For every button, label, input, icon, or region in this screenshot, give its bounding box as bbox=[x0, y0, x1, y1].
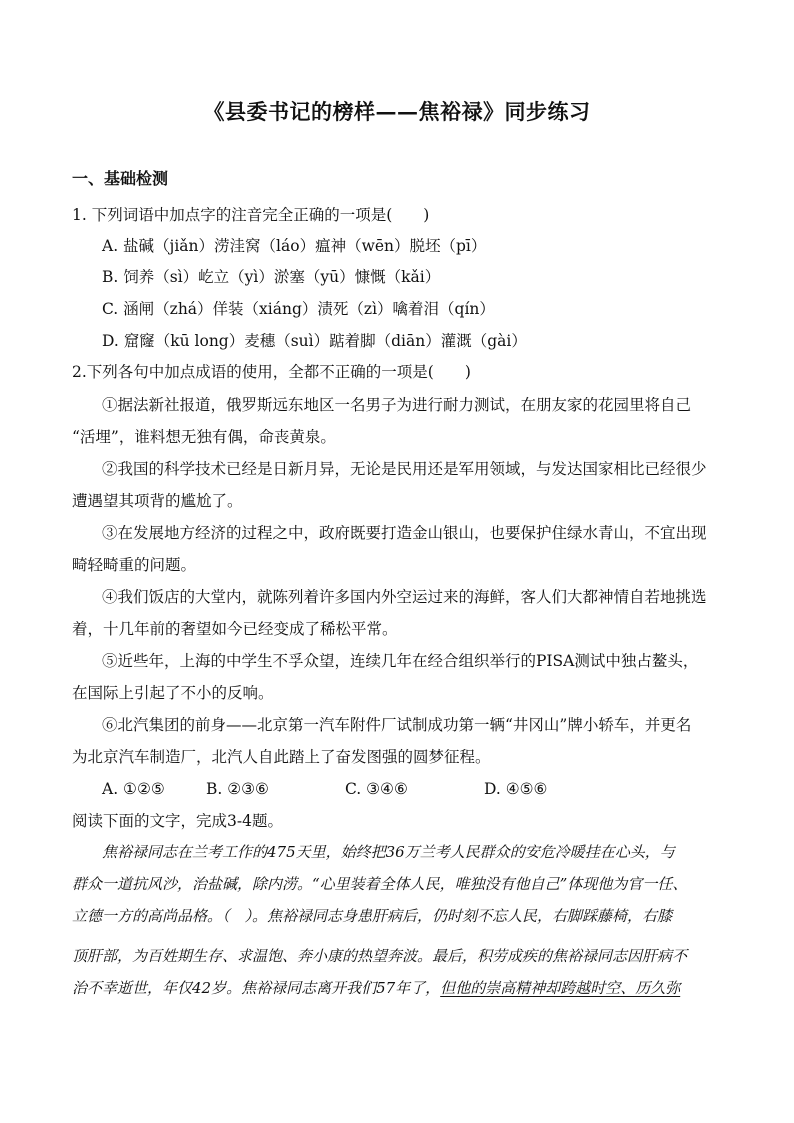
question-2-item-3-line-1: ③在发展地方经济的过程之中，政府既要打造金山银山，也要保护住绿水青山，不宜出现 bbox=[102, 524, 707, 542]
passage-line-5 bbox=[72, 978, 722, 998]
question-2-item-5-line-2: 在国际上引起了不小的反响。 bbox=[72, 684, 274, 702]
question-2-choice-d: D. ④⑤⑥ bbox=[484, 780, 548, 798]
question-1-option-d: D. 窟窿（kū long）麦穗（suì）踮着脚（diān）灌溉（gài） bbox=[102, 332, 527, 350]
question-2-item-3-line-2: 畸轻畸重的问题。 bbox=[72, 556, 197, 574]
question-2-item-4-line-1: ④我们饭店的大堂内，就陈列着许多国内外空运过来的海鲜，客人们大都神情自若地挑选 bbox=[102, 588, 707, 606]
question-2-item-1-line-2: “活埋”，谁料想无独有偶，命丧黄泉。 bbox=[72, 428, 336, 446]
section-heading: 一、基础检测 bbox=[72, 169, 169, 188]
question-2-item-6-line-2: 为北京汽车制造厂，北汽人自此踏上了奋发图强的圆梦征程。 bbox=[72, 748, 491, 766]
question-1-stem: 1. 下列词语中加点字的注音完全正确的一项是( ) bbox=[72, 206, 430, 224]
question-1-option-b: B. 饲养（sì）屹立（yì）淤塞（yū）慷慨（kǎi） bbox=[102, 268, 441, 286]
question-2-item-5-line-1: ⑤近些年，上海的中学生不孚众望，连续几年在经合组织举行的PISA测试中独占鳌头， bbox=[102, 652, 699, 670]
question-2-choice-a: A. ①②⑤ bbox=[102, 780, 165, 798]
passage-line-3: 立德一方的高尚品格。（ ）。焦裕禄同志身患肝病后，仍时刻不忘人民，右脚踩藤椅，右膝 bbox=[72, 907, 673, 925]
question-2-item-1-line-1: ①据法新社报道，俄罗斯远东地区一名男子为进行耐力测试，在朋友家的花园里将自己 bbox=[102, 396, 692, 414]
reading-intro: 阅读下面的文字，完成3-4题。 bbox=[72, 812, 283, 830]
underlined-sentence: 但他的崇高精神却跨越时空、历久弥 bbox=[440, 979, 681, 997]
question-2-item-2-line-2: 遭遇望其项背的尴尬了。 bbox=[72, 492, 243, 510]
question-2-item-6-line-1: ⑥北汽集团的前身——北京第一汽车附件厂试制成功第一辆“井冈山”牌小轿车，并更名 bbox=[102, 716, 692, 734]
question-2-stem: 2.下列各句中加点成语的使用，全都不正确的一项是( ) bbox=[72, 363, 471, 381]
passage-line-1: 焦裕禄同志在兰考工作的475天里，始终把36万兰考人民群众的安危冷暖挂在心头，与 bbox=[102, 843, 675, 861]
question-2-item-4-line-2: 着，十几年前的奢望如今已经变成了稀松平常。 bbox=[72, 620, 398, 638]
question-2-choice-b: B. ②③⑥ bbox=[206, 780, 269, 798]
passage-line-2: 群众一道抗风沙，治盐碱，除内涝。“心里装着全体人民，唯独没有他自己”体现他为官一任、 bbox=[72, 875, 688, 893]
question-2-choice-c: C. ③④⑥ bbox=[345, 780, 408, 798]
question-1-option-c: C. 涵闸（zhá）佯装（xiáng）渍死（zì）噙着泪（qín） bbox=[102, 300, 495, 318]
question-2-item-2-line-1: ②我国的科学技术已经是日新月异，无论是民用还是军用领域，与发达国家相比已经很少 bbox=[102, 460, 707, 478]
passage-line-4: 顶肝部，为百姓期生存、求温饱、奔小康的热望奔波。最后，积劳成疾的焦裕禄同志因肝病不 bbox=[72, 947, 688, 965]
passage-line-5-text: 治不幸逝世，年仅42岁。焦裕禄同志离开我们57年了， bbox=[72, 979, 441, 997]
question-1-option-a: A. 盐碱（jiǎn）涝洼窝（láo）瘟神（wēn）脱坯（pī） bbox=[102, 237, 487, 255]
page-title: 《县委书记的榜样——焦裕禄》同步练习 bbox=[203, 99, 591, 124]
